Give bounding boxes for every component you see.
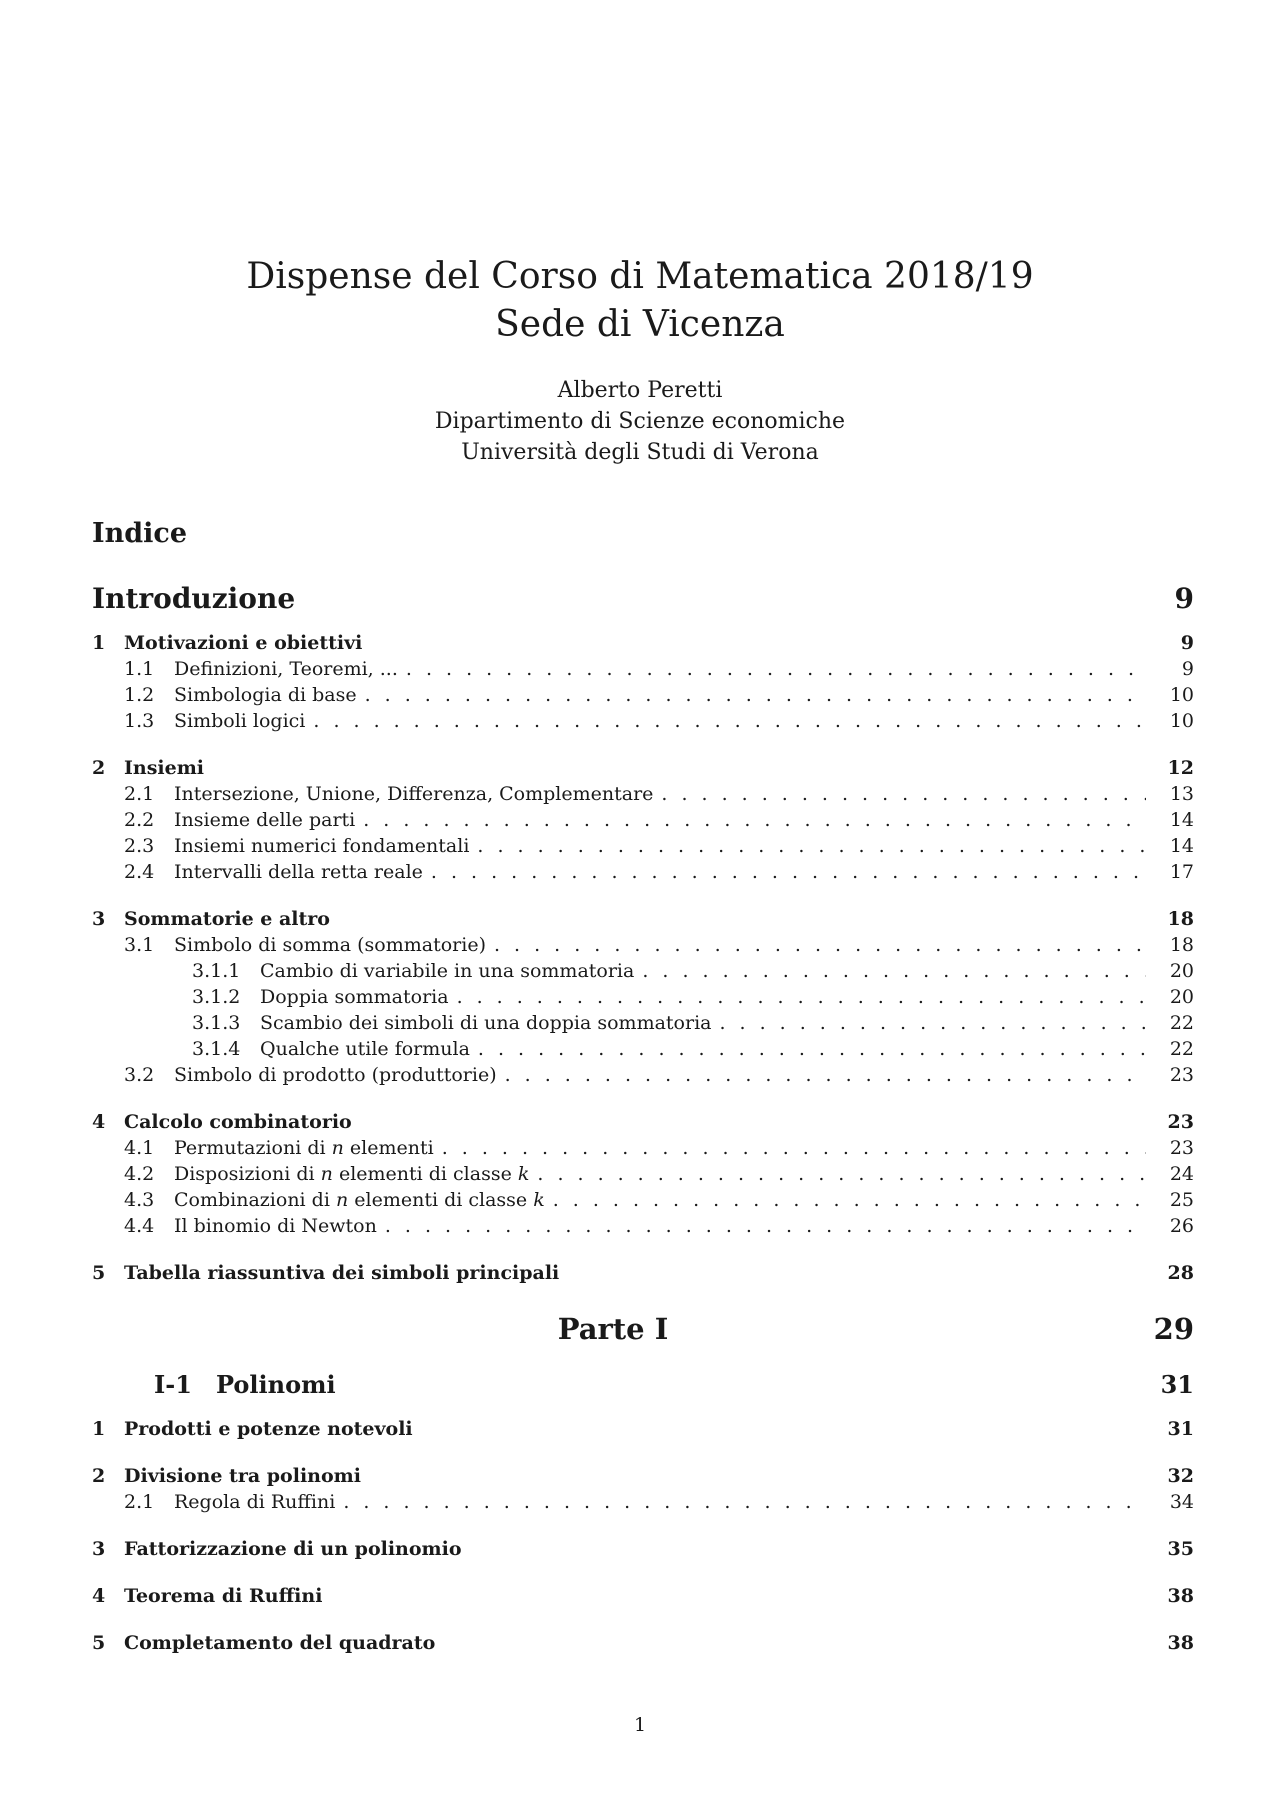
toc-chapter-label[interactable]	[92, 1370, 336, 1399]
toc-subsection-entry	[92, 684, 1194, 710]
toc-page-number: 28	[1167, 1262, 1194, 1284]
toc-subsection-number: 4.2	[124, 1163, 155, 1185]
leader-dots	[343, 1491, 1146, 1513]
toc-section-number: 1	[92, 1418, 106, 1440]
toc-subsection-title[interactable]: Definizioni, Teoremi, ...	[174, 658, 398, 680]
toc-subsection-entry	[92, 1215, 1194, 1241]
toc-subsection-number: 2.3	[124, 835, 155, 857]
toc-subsection-title[interactable]: Scambio dei simboli di una doppia sommatoria	[260, 1012, 712, 1034]
toc-subsection-entry	[92, 1137, 1194, 1163]
spacer	[462, 1554, 1154, 1555]
toc-section-number: 3	[92, 1538, 106, 1560]
spacer	[330, 924, 1154, 925]
leader-dots	[477, 835, 1146, 857]
toc-subsubsection-entry	[92, 1012, 1194, 1038]
toc-section-title[interactable]: Prodotti e potenze notevoli	[124, 1418, 413, 1440]
toc-subsection-number: 1.2	[124, 684, 155, 706]
toc-section-title[interactable]: Completamento del quadrato	[124, 1632, 436, 1654]
toc-page-number: 29	[1153, 1312, 1194, 1346]
leader-dots	[363, 809, 1146, 831]
toc-subsection-entry	[92, 658, 1194, 684]
toc-section-title[interactable]: Divisione tra polinomi	[124, 1465, 361, 1487]
leader-dots	[505, 1064, 1146, 1086]
toc-section-entry	[92, 1111, 1194, 1137]
leader-dots	[406, 658, 1146, 680]
toc-subsection-title[interactable]: Insiemi numerici fondamentali	[174, 835, 470, 857]
toc-section-title[interactable]: Fattorizzazione di un polinomio	[124, 1538, 462, 1560]
toc-page-number: 18	[1169, 934, 1194, 956]
toc-page-number: 38	[1167, 1585, 1194, 1607]
toc-section-title[interactable]: Tabella riassuntiva dei simboli principali	[124, 1262, 560, 1284]
toc-subsection-entry	[92, 710, 1194, 736]
leader-dots	[431, 861, 1146, 883]
toc-subsubsection-entry	[92, 986, 1194, 1012]
toc-page-number: 10	[1169, 710, 1194, 732]
toc-page-number: 14	[1169, 809, 1194, 831]
leader-dots	[719, 1012, 1146, 1034]
toc-subsection-title[interactable]: Combinazioni di n elementi di classe k	[174, 1189, 545, 1211]
toc-intro-entry	[92, 570, 1194, 626]
toc-subsection-title[interactable]: Simbolo di prodotto (produttorie)	[174, 1064, 497, 1086]
leader-dots	[385, 1215, 1146, 1237]
toc-page-number: 26	[1169, 1215, 1194, 1237]
toc-page-number: 17	[1169, 861, 1194, 883]
toc-heading: Indice	[92, 518, 188, 549]
toc-page-number: 23	[1169, 1064, 1194, 1086]
toc-subsection-entry	[92, 835, 1194, 861]
toc-page-number: 20	[1169, 960, 1194, 982]
toc-page-number: 32	[1167, 1465, 1194, 1487]
toc-page-number: 18	[1167, 908, 1194, 930]
toc-subsection-title[interactable]: Simbologia di base	[174, 684, 357, 706]
toc-subsection-title[interactable]: Qualche utile formula	[260, 1038, 470, 1060]
leader-dots	[442, 1137, 1146, 1159]
toc-section-number: 4	[92, 1585, 106, 1607]
toc-section-entry	[92, 1632, 1194, 1658]
toc-part-title[interactable]: Parte I	[557, 1312, 669, 1346]
toc-subsection-title[interactable]: Permutazioni di n elementi	[174, 1137, 434, 1159]
author-department: Dipartimento di Scienze economiche	[434, 409, 846, 434]
toc-page-number: 35	[1167, 1538, 1194, 1560]
toc-section-number: 5	[92, 1262, 106, 1284]
toc-page-number: 9	[1174, 581, 1194, 615]
spacer	[322, 1601, 1154, 1602]
title-line-1: Dispense del Corso di Matematica 2018/19	[246, 256, 1034, 297]
toc-chapter-entry	[92, 1360, 1194, 1408]
toc-intro-title[interactable]: Introduzione	[92, 581, 296, 615]
toc-subsection-entry	[92, 809, 1194, 835]
toc-section-entry	[92, 1585, 1194, 1611]
toc-page-number: 24	[1169, 1163, 1194, 1185]
leader-dots	[494, 934, 1146, 956]
spacer	[352, 1127, 1154, 1128]
toc-section-number: 4	[92, 1111, 106, 1133]
toc-page-number: 12	[1167, 757, 1194, 779]
toc-subsection-entry	[92, 1491, 1194, 1517]
author-name: Alberto Peretti	[557, 378, 723, 403]
toc-page-number: 22	[1169, 1038, 1194, 1060]
toc-page-number: 38	[1167, 1632, 1194, 1654]
spacer	[413, 1434, 1154, 1435]
spacer	[435, 1648, 1154, 1649]
spacer	[362, 648, 1154, 649]
toc-subsection-entry	[92, 1163, 1194, 1189]
toc-section-entry	[92, 908, 1194, 934]
toc-subsubsection-entry	[92, 1038, 1194, 1064]
toc-section-entry	[92, 1418, 1194, 1444]
author-block	[0, 375, 1280, 468]
toc-subsection-title[interactable]: Regola di Ruffini	[174, 1491, 336, 1513]
toc-page-number: 25	[1169, 1189, 1194, 1211]
spacer	[559, 1278, 1154, 1279]
toc-subsection-entry	[92, 934, 1194, 960]
toc-page-number: 13	[1169, 783, 1194, 805]
toc-subsection-title[interactable]: Disposizioni di n elementi di classe k	[174, 1163, 530, 1185]
toc-subsection-number: 2.4	[124, 861, 155, 883]
toc-section-number: 2	[92, 757, 106, 779]
leader-dots	[661, 783, 1146, 805]
toc-section-number: 5	[92, 1632, 106, 1654]
leader-dots	[553, 1189, 1146, 1211]
toc-subsection-title[interactable]: Cambio di variabile in una sommatoria	[260, 960, 635, 982]
toc-subsection-number: 2.1	[124, 783, 155, 805]
table-of-contents	[92, 570, 1194, 1658]
toc-subsection-number: 3.1.2	[192, 986, 241, 1008]
toc-subsection-entry	[92, 1189, 1194, 1215]
leader-dots	[313, 710, 1146, 732]
leader-dots	[642, 960, 1146, 982]
toc-page-number: 23	[1169, 1137, 1194, 1159]
toc-chapter-title: Polinomi	[216, 1369, 336, 1399]
spacer	[204, 773, 1154, 774]
toc-page-number: 34	[1169, 1491, 1194, 1513]
toc-page-number: 9	[1180, 632, 1194, 654]
toc-subsection-entry	[92, 1064, 1194, 1090]
leader-dots	[478, 1038, 1146, 1060]
toc-section-title[interactable]: Calcolo combinatorio	[124, 1111, 352, 1133]
spacer	[361, 1481, 1154, 1482]
spacer	[92, 1408, 1194, 1418]
toc-page-number: 31	[1160, 1369, 1194, 1399]
toc-subsection-entry	[92, 861, 1194, 887]
toc-subsection-number: 3.1.4	[192, 1038, 241, 1060]
spacer	[336, 1384, 1154, 1385]
toc-section-title[interactable]: Teorema di Ruffini	[124, 1585, 323, 1607]
toc-subsection-title[interactable]: Il binomio di Newton	[174, 1215, 377, 1237]
leader-dots	[457, 986, 1146, 1008]
title-line-2: Sede di Vicenza	[495, 304, 785, 345]
toc-page-number: 9	[1181, 658, 1194, 680]
toc-section-title[interactable]: Motivazioni e obiettivi	[124, 632, 363, 654]
toc-subsection-number: 2.2	[124, 809, 155, 831]
toc-subsection-number: 4.3	[124, 1189, 155, 1211]
toc-page-number: 20	[1169, 986, 1194, 1008]
toc-subsection-number: 3.2	[124, 1064, 155, 1086]
toc-subsection-title[interactable]: Simbolo di somma (sommatorie)	[174, 934, 486, 956]
toc-page-number: 22	[1169, 1012, 1194, 1034]
toc-subsection-entry	[92, 783, 1194, 809]
toc-part-entry	[92, 1298, 1194, 1360]
toc-section-entry	[92, 757, 1194, 783]
toc-subsection-number: 1.1	[124, 658, 155, 680]
toc-subsection-number: 3.1.3	[192, 1012, 241, 1034]
toc-section-title[interactable]: Insiemi	[124, 757, 205, 779]
toc-page-number: 31	[1167, 1418, 1194, 1440]
toc-section-entry	[92, 632, 1194, 658]
leader-dots	[365, 684, 1146, 706]
leader-dots	[537, 1163, 1146, 1185]
toc-section-number: 2	[92, 1465, 106, 1487]
toc-subsection-number: 2.1	[124, 1491, 155, 1513]
toc-page-number: 14	[1169, 835, 1194, 857]
toc-subsection-number: 3.1.1	[192, 960, 241, 982]
toc-page-number: 10	[1169, 684, 1194, 706]
toc-subsection-title[interactable]: Insieme delle parti	[174, 809, 356, 831]
toc-subsection-number: 4.1	[124, 1137, 155, 1159]
document-title	[0, 253, 1280, 349]
toc-page-number: 23	[1167, 1111, 1194, 1133]
toc-subsubsection-entry	[92, 960, 1194, 986]
toc-section-number: 3	[92, 908, 106, 930]
toc-section-entry	[92, 1465, 1194, 1491]
toc-subsection-number: 3.1	[124, 934, 155, 956]
author-university: Università degli Studi di Verona	[461, 440, 819, 465]
toc-subsection-title[interactable]: Intersezione, Unione, Differenza, Complementare	[174, 783, 654, 805]
page-number: 1	[633, 1714, 647, 1736]
toc-chapter-number: I-1	[154, 1369, 192, 1399]
toc-section-entry	[92, 1262, 1194, 1288]
toc-subsection-title[interactable]: Doppia sommatoria	[260, 986, 449, 1008]
toc-subsection-title[interactable]: Simboli logici	[174, 710, 306, 732]
toc-subsection-title[interactable]: Intervalli della retta reale	[174, 861, 423, 883]
toc-section-entry	[92, 1538, 1194, 1564]
toc-subsection-number: 4.4	[124, 1215, 155, 1237]
toc-section-number: 1	[92, 632, 106, 654]
toc-section-title[interactable]: Sommatorie e altro	[124, 908, 330, 930]
toc-subsection-number: 1.3	[124, 710, 155, 732]
